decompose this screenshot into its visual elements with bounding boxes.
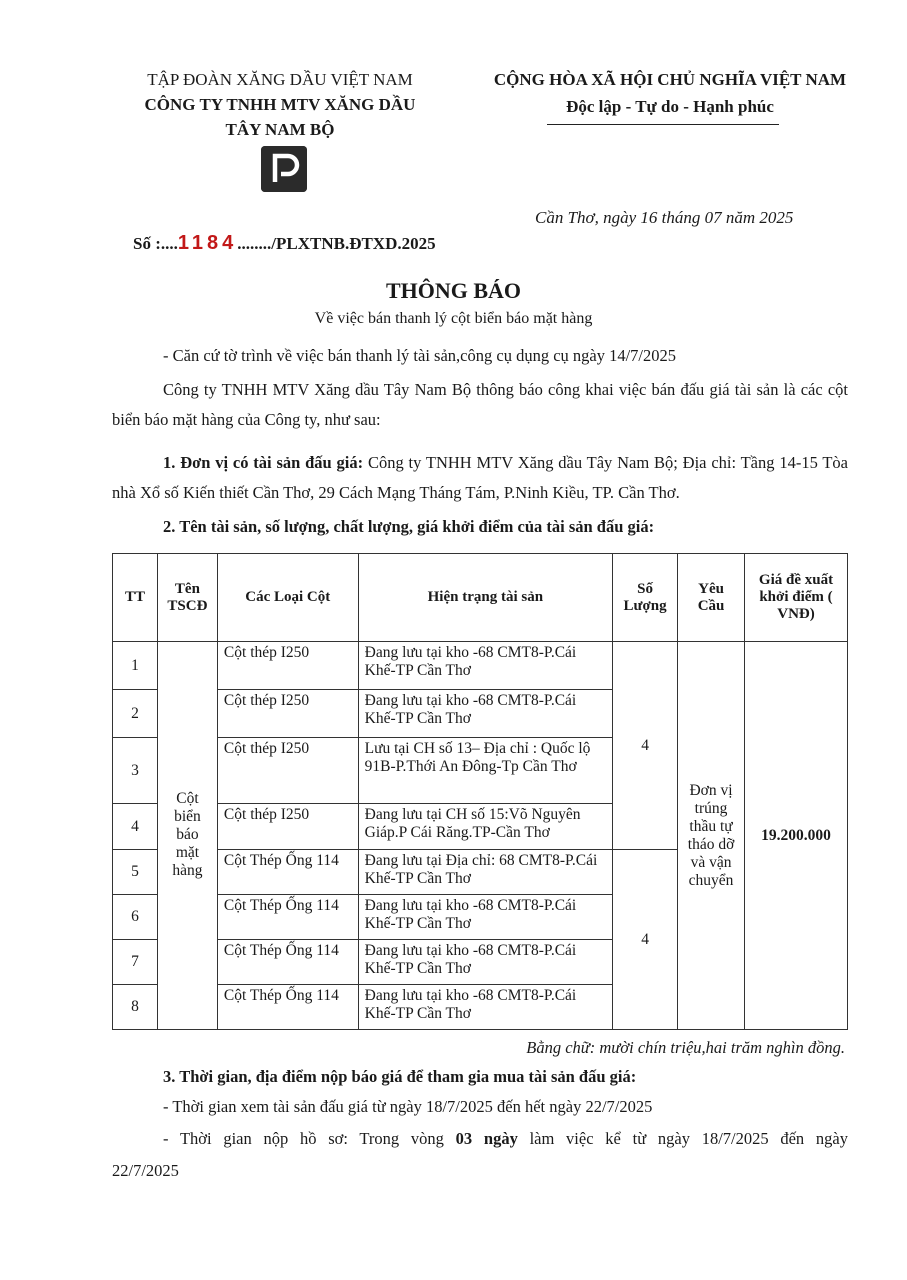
header-column-type: Các Loại Cột <box>217 554 358 642</box>
document-number <box>133 232 436 255</box>
org-name-2: TÂY NAM BỘ <box>225 120 335 139</box>
header-asset-name: Tên TSCĐ <box>157 554 217 642</box>
row-tt: 8 <box>113 985 158 1030</box>
section-1-text: Công ty TNHH MTV Xăng dầu Tây Nam Bộ; Địa chỉ: Tầng 14-15 Tòa nhà Xổ số Kiến thiết Cần Thơ, 29 Cách Mạng Tháng Tám, P.Ninh Kiều, TP. Cần Thơ. <box>112 453 848 502</box>
asset-name-cell: Cột biển báo mặt hàng <box>157 642 217 1030</box>
row-tt: 3 <box>113 738 158 804</box>
row-condition: Lưu tại CH số 13– Địa chỉ : Quốc lộ 91B-P.Thới An Đông-Tp Cần Thơ <box>358 738 612 804</box>
petrolimex-logo <box>261 146 307 192</box>
petrolimex-logo-mark <box>261 146 307 192</box>
header-price: Giá đề xuất khởi điểm ( VNĐ) <box>745 554 848 642</box>
national-title: CỘNG HÒA XÃ HỘI CHỦ NGHĨA VIỆT NAM <box>493 70 847 89</box>
section-1-heading: 1. Đơn vị có tài sản đấu giá: <box>163 453 364 472</box>
quantity-group-2: 4 <box>613 850 678 1030</box>
header-quantity: Số Lượng <box>613 554 678 642</box>
section-1 <box>112 448 848 508</box>
doc-number-suffix: /PLXTNB.ĐTXD.2025 <box>271 234 436 253</box>
quantity-group-1: 4 <box>613 642 678 850</box>
section-3-line-2 <box>163 1124 848 1154</box>
row-tt: 4 <box>113 804 158 850</box>
document-title: THÔNG BÁO <box>385 278 522 303</box>
row-condition: Đang lưu tại Địa chỉ: 68 CMT8-P.Cái Khế-TP Cần Thơ <box>358 850 612 895</box>
row-condition: Đang lưu tại kho -68 CMT8-P.Cái Khế-TP Cần Thơ <box>358 690 612 738</box>
line-2-part-c: làm việc kể từ ngày 18/7/2025 đến ngày <box>517 1129 849 1148</box>
section-2-heading: 2. Tên tài sản, số lượng, chất lượng, giá khởi điểm của tài sản đấu giá: <box>163 517 655 536</box>
assets-table <box>112 553 848 1030</box>
row-tt: 5 <box>113 850 158 895</box>
doc-number-dots: .... <box>160 234 178 253</box>
basis-line: - Căn cứ tờ trình về việc bán thanh lý tài sản,công cụ dụng cụ ngày 14/7/2025 <box>163 346 677 365</box>
row-tt: 6 <box>113 895 158 940</box>
row-condition: Đang lưu tại kho -68 CMT8-P.Cái Khế-TP Cần Thơ <box>358 895 612 940</box>
row-type: Cột thép I250 <box>217 642 358 690</box>
line-2-part-a: - Thời gian nộp hồ sơ: Trong vòng <box>163 1129 456 1148</box>
row-tt: 2 <box>113 690 158 738</box>
price-cell: 19.200.000 <box>745 642 848 1030</box>
document-subtitle: Về việc bán thanh lý cột biển báo mặt hàng <box>314 310 593 327</box>
header-condition: Hiện trạng tài sản <box>358 554 612 642</box>
national-motto: Độc lập - Tự do - Hạnh phúc <box>566 97 774 116</box>
row-tt: 7 <box>113 940 158 985</box>
header-tt: TT <box>113 554 158 642</box>
requirement-cell: Đơn vị trúng thầu tự tháo dỡ và vận chuyển <box>678 642 745 1030</box>
row-type: Cột Thép Ống 114 <box>217 985 358 1030</box>
org-name: CÔNG TY TNHH MTV XĂNG DẦU <box>144 95 416 114</box>
table-header-row <box>113 554 848 642</box>
doc-number-value: 1184 <box>177 232 238 254</box>
date-place: Cần Thơ, ngày 16 tháng 07 năm 2025 <box>535 208 794 227</box>
header-requirement: Yêu Cầu <box>678 554 745 642</box>
row-type: Cột Thép Ống 114 <box>217 895 358 940</box>
row-type: Cột thép I250 <box>217 690 358 738</box>
row-condition: Đang lưu tại kho -68 CMT8-P.Cái Khế-TP Cần Thơ <box>358 642 612 690</box>
amount-in-words: Bằng chữ: mười chín triệu,hai trăm nghìn đồng. <box>526 1038 845 1057</box>
row-type: Cột thép I250 <box>217 738 358 804</box>
row-type: Cột Thép Ống 114 <box>217 940 358 985</box>
row-type: Cột Thép Ống 114 <box>217 850 358 895</box>
row-condition: Đang lưu tại CH số 15:Võ Nguyên Giáp.P Cái Răng.TP-Cần Thơ <box>358 804 612 850</box>
row-tt: 1 <box>113 642 158 690</box>
row-condition: Đang lưu tại kho -68 CMT8-P.Cái Khế-TP Cần Thơ <box>358 940 612 985</box>
doc-number-prefix: Số : <box>133 234 161 253</box>
line-2-days: 03 ngày <box>455 1129 518 1148</box>
row-condition: Đang lưu tại kho -68 CMT8-P.Cái Khế-TP Cần Thơ <box>358 985 612 1030</box>
intro-paragraph: Công ty TNHH MTV Xăng dầu Tây Nam Bộ thông báo công khai việc bán đấu giá tài sản là các cột biển báo mặt hàng của Công ty, như sau: <box>112 380 848 429</box>
table-row <box>113 642 848 690</box>
section-3-line-2-end: 22/7/2025 <box>112 1161 179 1180</box>
section-3-line-1: - Thời gian xem tài sản đấu giá từ ngày 18/7/2025 đến hết ngày 22/7/2025 <box>163 1097 653 1116</box>
org-parent: TẬP ĐOÀN XĂNG DẦU VIỆT NAM <box>147 70 413 89</box>
row-type: Cột thép I250 <box>217 804 358 850</box>
doc-number-dots-2: ........ <box>237 234 272 253</box>
section-3-heading: 3. Thời gian, địa điểm nộp báo giá để tham gia mua tài sản đấu giá: <box>163 1067 637 1086</box>
motto-underline <box>547 124 779 125</box>
